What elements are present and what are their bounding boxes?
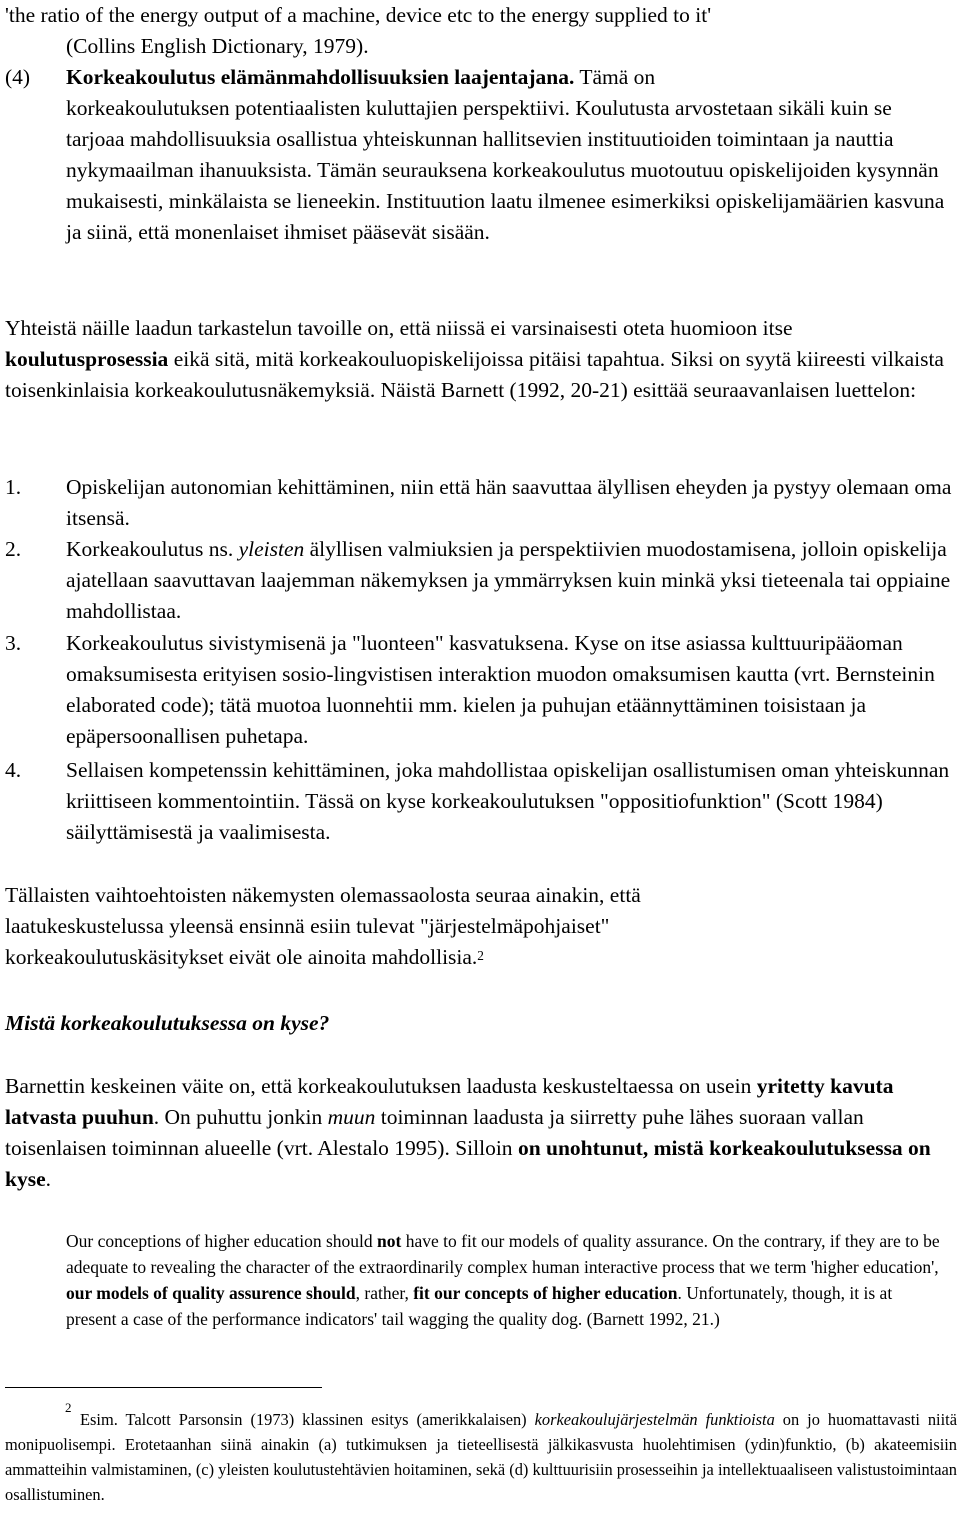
paragraph-alternative-views (5, 880, 785, 973)
italic-term: yleisten (238, 537, 305, 561)
paragraph-text: toiminnan laadusta ja siirretty puhe lähes suoraan vallan toisenlaisen toiminnan alueelle (vrt. Alestalo 1995). Silloin (5, 1105, 864, 1160)
item-4-number: (4) (5, 65, 31, 89)
footnote (5, 1400, 957, 1507)
footnote-number: 2 (65, 1400, 72, 1415)
bold-phrase: yritetty kavuta latvasta puuhun (5, 1074, 894, 1129)
quote-bold: fit our concepts of higher education (413, 1283, 678, 1303)
paragraph-barnett (5, 1071, 955, 1195)
paragraph-text: eikä sitä, mitä korkeakouluopiskelijoissa pitäisi tapahtua. Siksi on syytä kiireesti vilkaista toisenkinlaisia korkeakoulutusnäkemyksiä. Näistä Barnett (1992, 20-21) esittää seuraavanlaisen luettelon: (5, 347, 944, 402)
paragraph-common-features (5, 313, 955, 406)
paragraph-text: . (45, 1167, 51, 1191)
list-number-3: 3. (5, 631, 22, 655)
bold-term: koulutusprosessia (5, 347, 169, 371)
block-quote (66, 1228, 946, 1332)
list-item-3: Korkeakoulutus sivistymisenä ja "luonteen" kasvatuksena. Kyse on itse asiassa kulttuuripääoman omaksumisesta erityisen sosio-lingvistisen interaktion muodon omaksumisen kautta (vrt. Bernsteinin elaborated code); tätä muotoa luonnehtii mm. kielen ja puhujan etäännyttäminen toisistaan ja epäpersoonallisen puhetapa. (66, 631, 935, 748)
quote-definition-line: 'the ratio of the energy output of a machine, device etc to the energy supplied to it' (5, 3, 712, 27)
footnote-text: Esim. Talcott Parsonsin (1973) klassinen esitys (amerikkalaisen) (80, 1410, 535, 1429)
quote-text: have to fit our models of quality assurance. On the contrary, if they are to be adequate to revealing the character of the extraordinarily complex human interactive process that we term 'higher education', (66, 1231, 940, 1277)
item-4-heading-line (66, 62, 955, 93)
footnote-text: on jo huomattavasti niitä monipuolisempi. Erotetaanhan siinä ainakin (a) tutkimuksen ja tieteellisestä jälkikasvusta huolehtimisen (ydin)funktio, (b) akateemisiin ammatteihin valmistaminen, (c) yleisten koulutustehtävien hoitaminen, sekä (d) kulttuurisiin prosesseihin ja intellektuaaliseen valistustoimintaan osallistuminen. (5, 1410, 957, 1504)
item-4-text-start: Tämä on (574, 65, 656, 89)
paragraph-text: Barnettin keskeinen väite on, että korkeakoulutuksen laadusta keskusteltaessa on usein (5, 1074, 757, 1098)
quote-text: Our conceptions of higher education should (66, 1231, 378, 1251)
item-4-heading: Korkeakoulutus elämänmahdollisuuksien laajentajana. (66, 65, 575, 89)
list-item-2 (66, 534, 955, 627)
paragraph-text: Yhteistä näille laadun tarkastelun tavoille on, että niissä ei varsinaisesti oteta huomioon itse (5, 316, 793, 340)
footnote-reference[interactable]: 2 (477, 948, 484, 964)
list-item-4: Sellaisen kompetenssin kehittäminen, joka mahdollistaa opiskelijan osallistumisen oman yhteiskunnan kriittiseen kommentointiin. Tässä on kyse korkeakoulutuksen "oppositiofunktion" (Scott 1984) säilyttämisestä ja vaalimisesta. (66, 758, 950, 844)
dictionary-citation: (Collins English Dictionary, 1979). (66, 34, 369, 58)
list-text: älyllisen valmiuksien ja perspektiivien muodostamisena, jolloin opiskelija ajatellaan saavuttavan laajemman näkemyksen ja ymmärryksen kuin minkä yksi tieteenala tai oppiaine mahdollistaa. (66, 537, 951, 623)
footnote-separator (5, 1387, 322, 1388)
quote-bold: not (377, 1231, 402, 1251)
item-4-body: korkeakoulutuksen potentiaalisten kuluttajien perspektiivi. Koulutusta arvostetaan sikäli kuin se tarjoaa mahdollisuuksia osallistua yhteiskunnan hallitsevien instituutioiden toimintaan ja nauttia nykymaailman ihanuuksista. Tämän seurauksena korkeakoulutus muotoutuu opiskelijoiden kysynnän mukaisesti, minkälaista se lieneekin. Instituution laatu ilmenee esimerkiksi opiskelijamäärien kasvuna ja siinä, että monenlaiset ihmiset pääsevät sisään. (66, 96, 945, 244)
list-text: Korkeakoulutus ns. (66, 537, 239, 561)
section-heading: Mistä korkeakoulutuksessa on kyse? (5, 1011, 330, 1035)
list-number-4: 4. (5, 758, 22, 782)
footnote-italic: korkeakoulujärjestelmän funktioista (534, 1410, 775, 1429)
quote-text: , rather, (355, 1283, 414, 1303)
list-number-2: 2. (5, 537, 22, 561)
list-item-1: Opiskelijan autonomian kehittäminen, niin että hän saavuttaa älyllisen eheyden ja pystyy olemaan oma itsensä. (66, 475, 952, 530)
quote-bold: our models of quality assurence should (66, 1283, 356, 1303)
quote-text: . Unfortunately, though, it is at present a case of the performance indicators' tail wagging the quality dog. (Barnett 1992, 21.) (66, 1283, 893, 1329)
bold-phrase: on unohtunut, mistä korkeakoulutuksessa on kyse (5, 1136, 931, 1191)
paragraph-text: Tällaisten vaihtoehtoisten näkemysten olemassaolosta seuraa ainakin, että laatukeskustelussa yleensä ensinnä esiin tulevat "järjestelmäpohjaiset" korkeakoulutuskäsitykset eivät ole ainoita mahdollisia. (5, 883, 641, 969)
list-number-1: 1. (5, 475, 22, 499)
paragraph-text: . On puhuttu jonkin (153, 1105, 328, 1129)
italic-word: muun (327, 1105, 376, 1129)
